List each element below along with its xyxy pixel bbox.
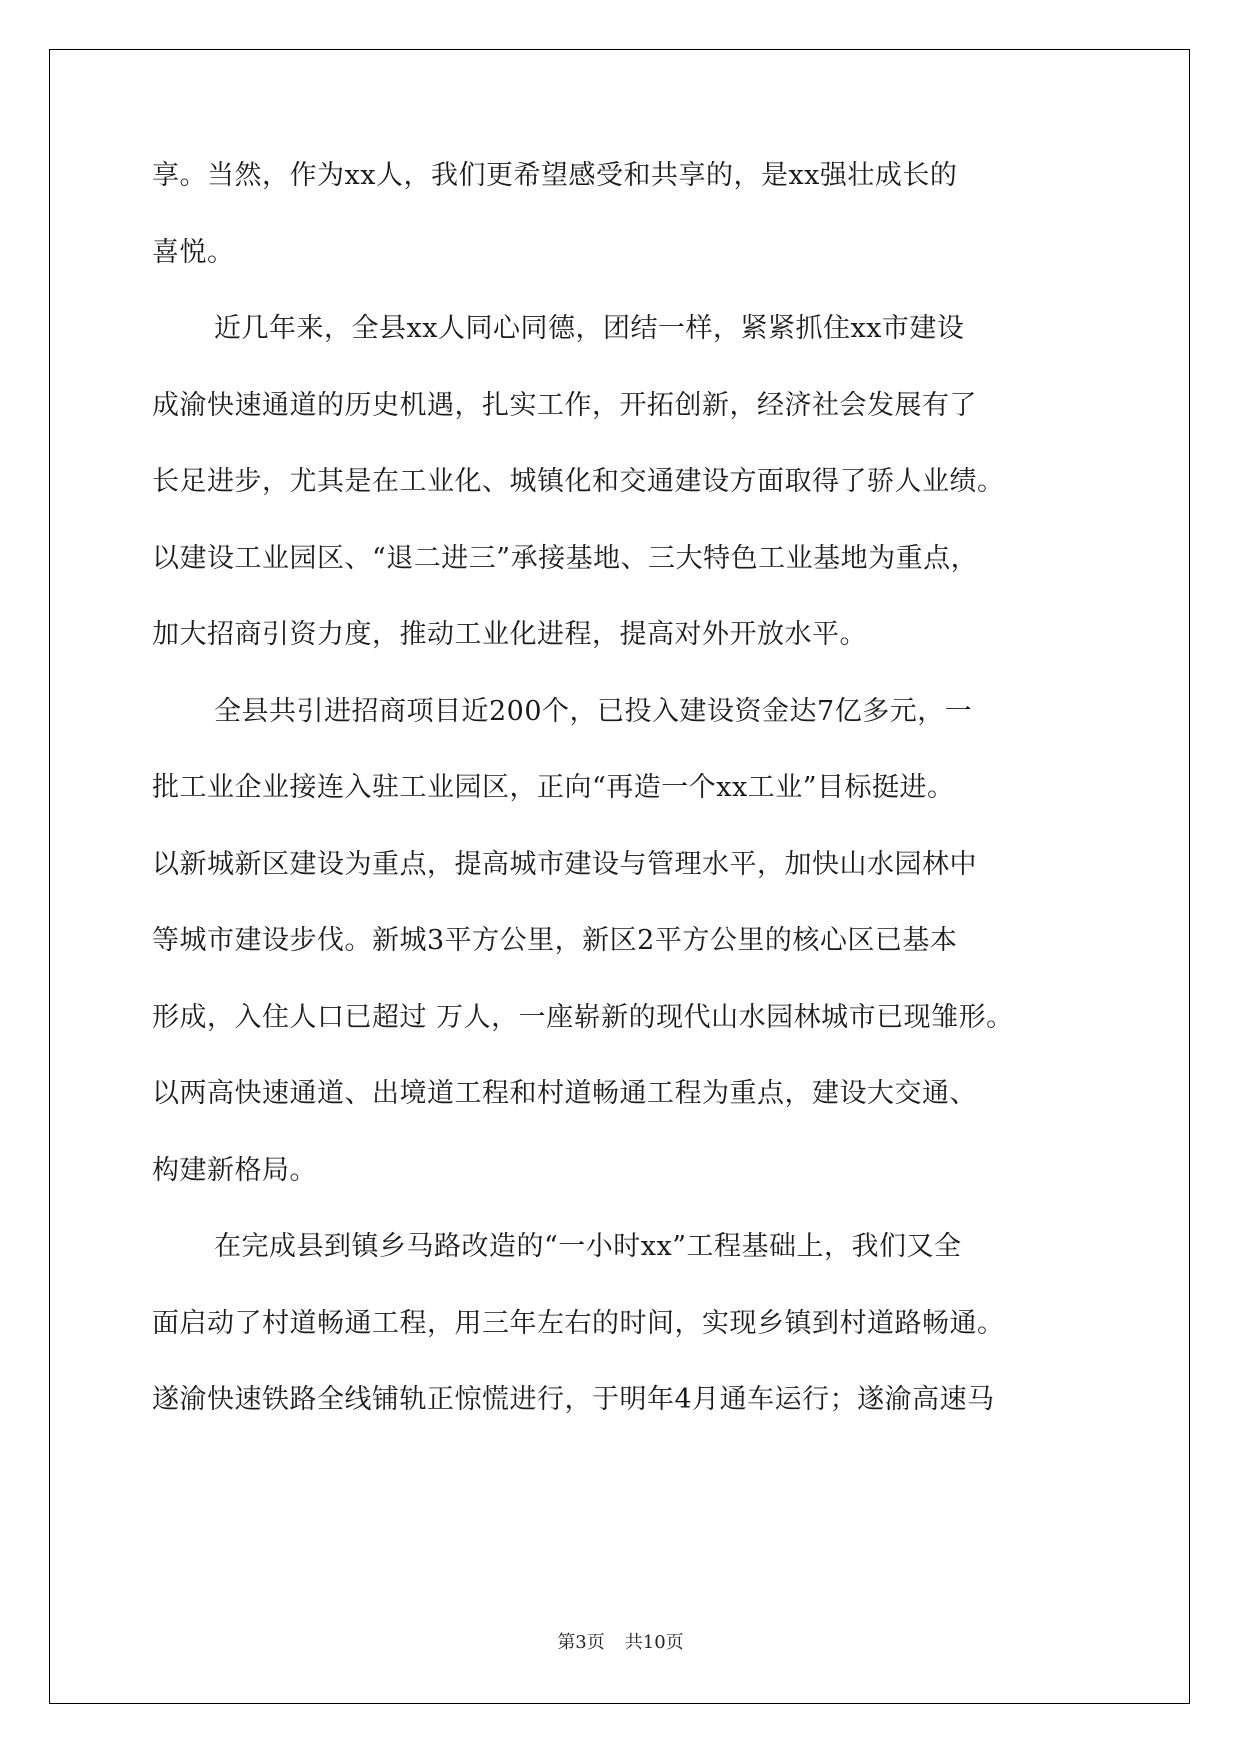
text-line: 等城市建设步伐。新城3平方公里，新区2平方公里的核心区已基本 bbox=[152, 925, 958, 956]
text-line: 长足进步，尤其是在工业化、城镇化和交通建设方面取得了骄人业绩。 bbox=[152, 466, 1005, 497]
text-line: 构建新格局。 bbox=[152, 1154, 317, 1186]
text-line: 近几年来，全县xx人同心同德，团结一样，紧紧抓住xx市建设 bbox=[214, 313, 965, 344]
text-line: 形成，入住人口已超过 万人，一座崭新的现代山水园林城市已现雏形。 bbox=[152, 1001, 1014, 1033]
text-line: 成渝快速通道的历史机遇，扎实工作，开拓创新，经济社会发展有了 bbox=[152, 389, 977, 421]
text-line: 批工业企业接连入驻工业园区，正向“再造一个xx工业”目标挺进。 bbox=[152, 772, 955, 803]
text-line: 享。当然，作为xx人，我们更希望感受和共享的，是xx强壮成长的 bbox=[152, 160, 958, 191]
page-footer bbox=[0, 1628, 1241, 1654]
text-line: 喜悦。 bbox=[152, 236, 235, 268]
text-line: 遂渝快速铁路全线铺轨正惊慌进行，于明年4月通车运行；遂渝高速马 bbox=[152, 1384, 995, 1415]
document-body bbox=[152, 162, 1092, 1463]
text-line: 全县共引进招商项目近200个，已投入建设资金达7亿多元，一 bbox=[214, 695, 973, 727]
page-number: 第3页 bbox=[557, 1632, 605, 1653]
text-line: 面启动了村道畅通工程，用三年左右的时间，实现乡镇到村道路畅通。 bbox=[152, 1307, 1005, 1339]
page-total: 共10页 bbox=[624, 1632, 684, 1653]
text-line: 加大招商引资力度，推动工业化进程，提高对外开放水平。 bbox=[152, 619, 867, 650]
text-line: 以建设工业园区、“退二进三”承接基地、三大特色工业基地为重点， bbox=[152, 542, 979, 574]
text-line: 在完成县到镇乡马路改造的“一小时xx”工程基础上，我们又全 bbox=[214, 1231, 962, 1262]
text-line: 以两高快速通道、出境道工程和村道畅通工程为重点，建设大交通、 bbox=[152, 1078, 977, 1109]
text-line: 以新城新区建设为重点，提高城市建设与管理水平，加快山水园林中 bbox=[152, 848, 977, 880]
